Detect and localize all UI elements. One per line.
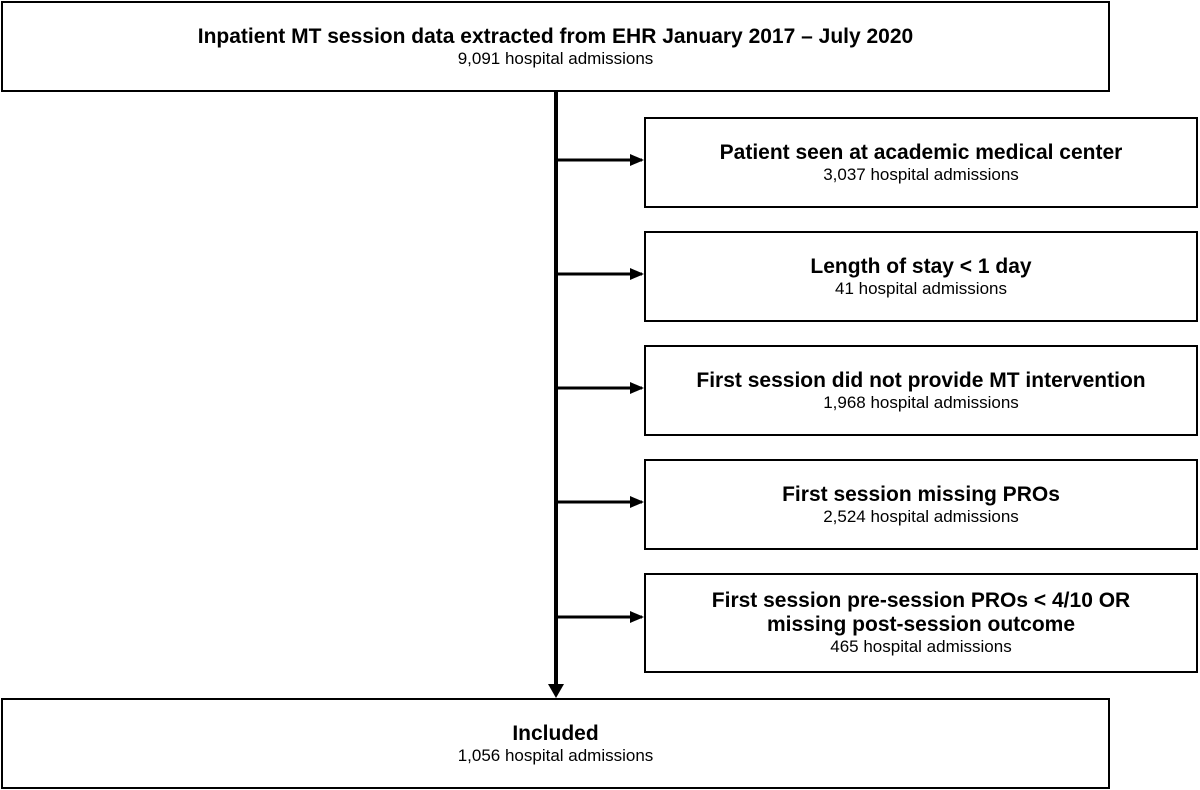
exclusion-box-academic-center (644, 117, 1198, 208)
exclusion-title: Patient seen at academic medical center (719, 140, 1123, 164)
main-flow-arrowhead (548, 684, 564, 698)
exclusion-count: 41 hospital admissions (835, 278, 1007, 298)
source-data-count: 9,091 hospital admissions (457, 48, 654, 68)
exclusion-count: 3,037 hospital admissions (823, 164, 1019, 184)
exclusion-box-length-of-stay (644, 231, 1198, 322)
exclusion-title: First session missing PROs (782, 482, 1060, 506)
exclusion-arrowhead-0 (630, 154, 644, 166)
exclusion-title-line-1: First session pre-session PROs < 4/10 OR (711, 589, 1131, 612)
exclusion-box-missing-pros (644, 459, 1198, 550)
exclusion-title: First session did not provide MT intervention (696, 368, 1146, 392)
exclusion-arrowhead-3 (630, 496, 644, 508)
included-count: 1,056 hospital admissions (457, 745, 654, 765)
exclusion-arrowhead-2 (630, 382, 644, 394)
exclusion-title-line-2: missing post-session outcome (766, 613, 1076, 636)
exclusion-title: Length of stay < 1 day (810, 254, 1032, 278)
exclusion-box-no-mt-intervention (644, 345, 1198, 436)
exclusion-count: 1,968 hospital admissions (823, 392, 1019, 412)
source-data-box (1, 1, 1110, 92)
exclusion-arrowhead-4 (630, 611, 644, 623)
included-title: Included (512, 721, 599, 745)
included-box (1, 698, 1110, 789)
exclusion-count: 465 hospital admissions (830, 637, 1012, 656)
exclusion-arrowhead-1 (630, 268, 644, 280)
exclusion-count: 2,524 hospital admissions (823, 506, 1019, 526)
exclusion-box-low-pre-session-pros (644, 573, 1198, 673)
source-data-title: Inpatient MT session data extracted from EHR January 2017 – July 2020 (197, 24, 914, 48)
